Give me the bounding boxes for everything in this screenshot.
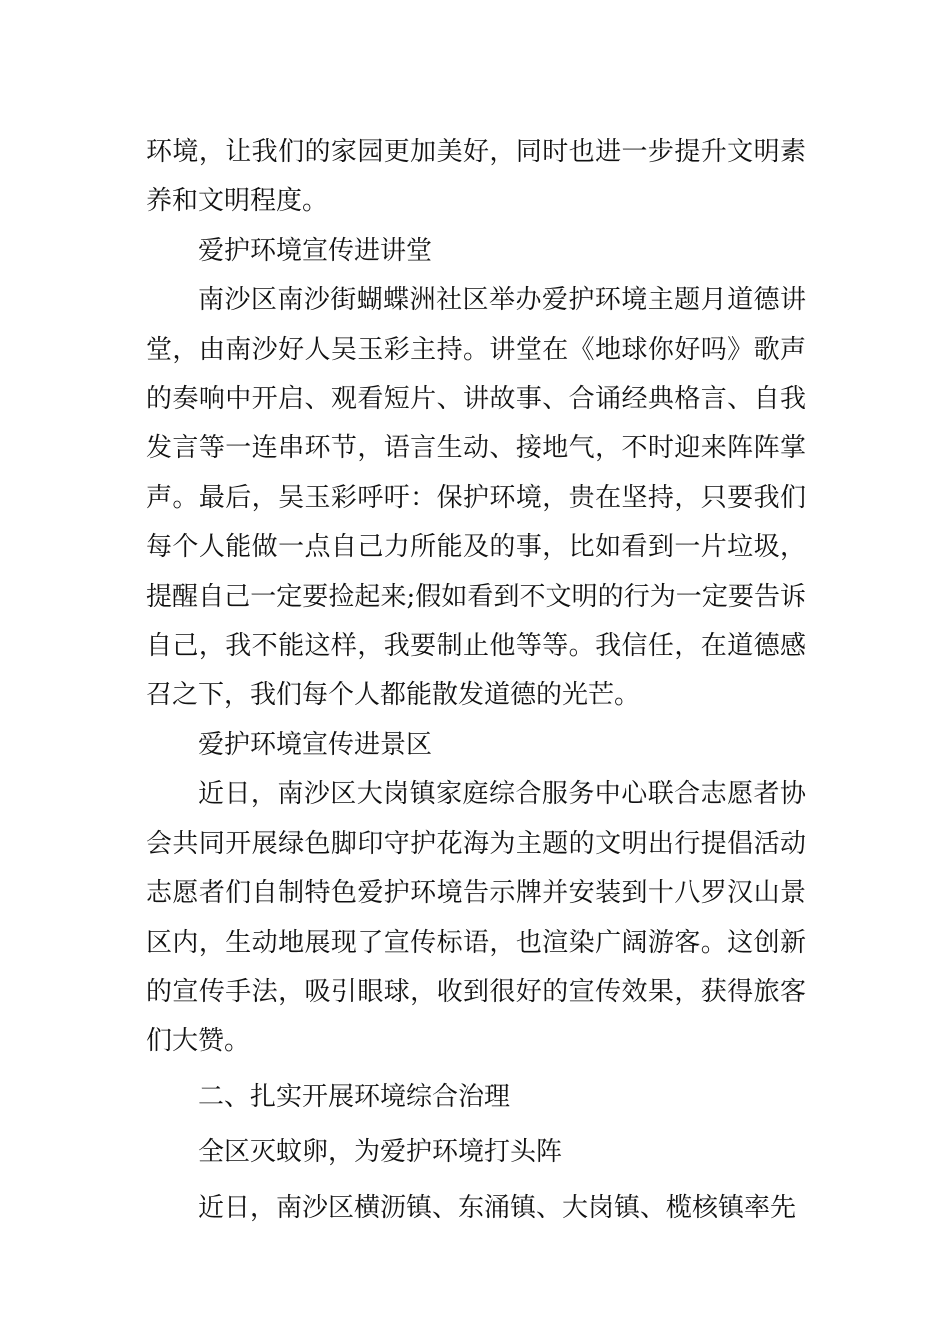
document-body bbox=[146, 128, 806, 1233]
section-heading-environment-governance: 二、扎实开展环境综合治理 bbox=[198, 1081, 511, 1112]
paragraph-continuation: 环境，让我们的家园更加美好，同时也进一步提升文明素养和文明程度。 bbox=[146, 137, 806, 217]
paragraph-scenic-area: 近日，南沙区大岗镇家庭综合服务中心联合志愿者协会共同开展绿色脚印守护花海为主题的文明出行提倡活动志愿者们自制特色爱护环境告示牌并安装到十八罗汉山景区内，生动地展现了宣传标语，也渲染广阔游客。这创新的宣传手法，吸引眼球，收到很好的宣传效果，获得旅客们大赞。 bbox=[146, 779, 806, 1057]
subheading-mosquito-control: 全区灭蚊卵，为爱护环境打头阵 bbox=[198, 1137, 563, 1168]
paragraph-mosquito-control: 近日，南沙区横沥镇、东涌镇、大岗镇、榄核镇率先 bbox=[198, 1192, 797, 1223]
paragraph-lecture-hall: 南沙区南沙街蝴蝶洲社区举办爱护环境主题月道德讲堂，由南沙好人吴玉彩主持。讲堂在《地球你好吗》歌声的奏响中开启、观看短片、讲故事、合诵经典格言、自我发言等一连串环节，语言生动、接地气，不时迎来阵阵掌声。最后，吴玉彩呼吁：保护环境，贵在坚持，只要我们每个人能做一点自己力所能及的事，比如看到一片垃圾，提醒自己一定要捡起来;假如看到不文明的行为一定要告诉自己，我不能这样，我要制止他等等。我信任，在道德感召之下，我们每个人都能散发道德的光芒。 bbox=[146, 285, 806, 711]
subheading-lecture-hall: 爱护环境宣传进讲堂 bbox=[198, 235, 433, 266]
subheading-scenic-area: 爱护环境宣传进景区 bbox=[198, 729, 433, 760]
